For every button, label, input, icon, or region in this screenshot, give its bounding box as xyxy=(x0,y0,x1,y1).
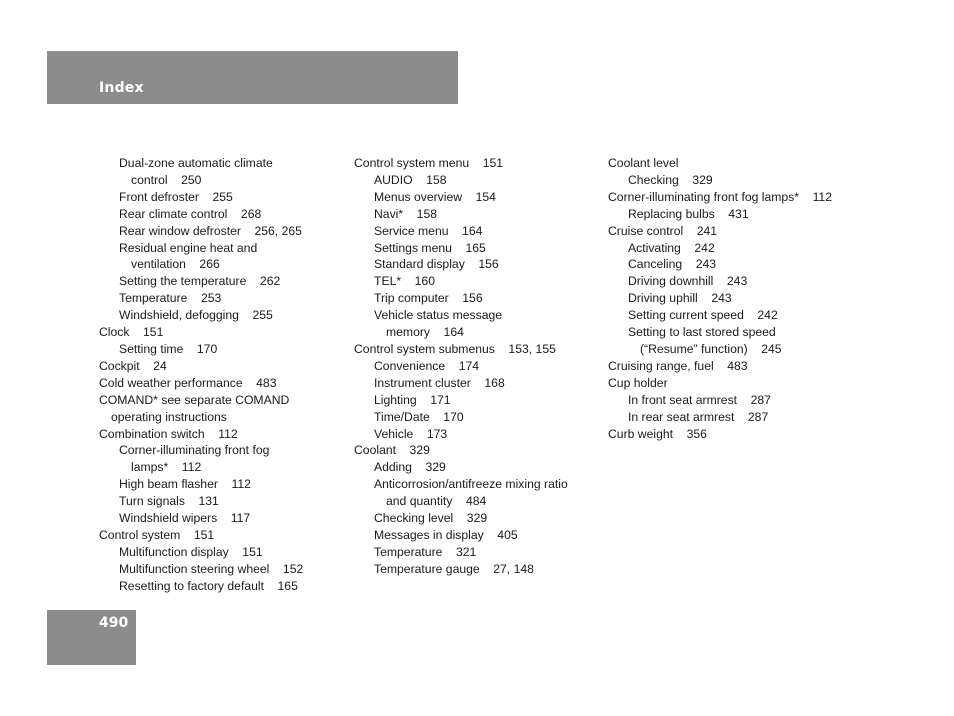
index-entry: COMAND* see separate COMAND xyxy=(99,392,290,407)
index-entry: Combination switch 112 xyxy=(99,426,238,441)
index-entry: Control system submenus 153, 155 xyxy=(354,341,556,356)
index-subentry: Anticorrosion/antifreeze mixing ratio xyxy=(374,477,568,492)
index-entry: Coolant 329 xyxy=(354,443,430,458)
index-entry: Cruise control 241 xyxy=(608,223,718,238)
index-subentry: Checking 329 xyxy=(628,172,713,187)
index-entry: Corner-illuminating front fog lamps* 112 xyxy=(608,189,832,204)
index-subentry: Trip computer 156 xyxy=(374,291,483,306)
index-subentry: Convenience 174 xyxy=(374,358,480,373)
index-entry: Clock 151 xyxy=(99,325,164,340)
page-title: Index xyxy=(99,80,144,96)
index-subentry: (“Resume” function) 245 xyxy=(640,341,782,356)
index-column-2 xyxy=(354,155,599,578)
index-subentry: Multifunction steering wheel 152 xyxy=(119,561,304,576)
index-entry: operating instructions xyxy=(111,409,227,424)
index-column-1 xyxy=(99,155,344,595)
index-subentry: Service menu 164 xyxy=(374,223,483,238)
index-subentry: Dual-zone automatic climate xyxy=(119,156,273,170)
index-subentry: Setting the temperature 262 xyxy=(119,274,281,289)
index-subentry: Temperature 321 xyxy=(374,544,477,559)
index-subentry: Settings menu 165 xyxy=(374,240,486,255)
index-entry: Coolant level xyxy=(608,156,679,170)
index-subentry: Resetting to factory default 165 xyxy=(119,578,298,593)
index-subentry: Temperature 253 xyxy=(119,291,222,306)
index-subentry: Driving uphill 243 xyxy=(628,291,732,306)
index-subentry: Setting to last stored speed xyxy=(628,325,776,340)
index-subentry: ventilation 266 xyxy=(131,257,220,272)
index-subentry: Messages in display 405 xyxy=(374,527,518,542)
index-entry: Control system menu 151 xyxy=(354,156,504,170)
header-band xyxy=(47,51,458,104)
index-subentry: TEL* 160 xyxy=(374,274,435,289)
index-subentry: Rear climate control 268 xyxy=(119,206,262,221)
index-subentry: memory 164 xyxy=(386,325,464,340)
index-subentry: In rear seat armrest 287 xyxy=(628,409,769,424)
index-subentry: Residual engine heat and xyxy=(119,240,258,255)
index-subentry: Vehicle 173 xyxy=(374,426,448,441)
index-entry: Curb weight 356 xyxy=(608,426,707,441)
index-subentry: Vehicle status message xyxy=(374,308,503,323)
index-subentry: control 250 xyxy=(131,172,202,187)
index-subentry: Instrument cluster 168 xyxy=(374,375,505,390)
index-subentry: Windshield wipers 117 xyxy=(119,511,251,526)
index-entry: Cup holder xyxy=(608,375,668,390)
index-subentry: Activating 242 xyxy=(628,240,715,255)
index-subentry: and quantity 484 xyxy=(386,494,487,509)
index-subentry: AUDIO 158 xyxy=(374,172,447,187)
index-subentry: Menus overview 154 xyxy=(374,189,496,204)
index-subentry: Time/Date 170 xyxy=(374,409,464,424)
index-subentry: Windshield, defogging 255 xyxy=(119,308,273,323)
index-subentry: Lighting 171 xyxy=(374,392,451,407)
index-subentry: Navi* 158 xyxy=(374,206,438,221)
index-subentry: Driving downhill 243 xyxy=(628,274,748,289)
index-subentry: Canceling 243 xyxy=(628,257,717,272)
index-entry: Cockpit 24 xyxy=(99,358,167,373)
index-subentry: Checking level 329 xyxy=(374,511,488,526)
index-subentry: Turn signals 131 xyxy=(119,494,219,509)
index-subentry: Setting current speed 242 xyxy=(628,308,778,323)
index-subentry: Standard display 156 xyxy=(374,257,499,272)
index-subentry: Temperature gauge 27, 148 xyxy=(374,561,534,576)
index-subentry: lamps* 112 xyxy=(131,460,202,475)
index-subentry: Replacing bulbs 431 xyxy=(628,206,749,221)
index-subentry: Rear window defroster 256, 265 xyxy=(119,223,302,238)
index-entry: Control system 151 xyxy=(99,527,215,542)
page-number: 490 xyxy=(99,615,129,631)
index-subentry: Adding 329 xyxy=(374,460,446,475)
index-column-3 xyxy=(608,155,868,442)
index-subentry: Setting time 170 xyxy=(119,341,218,356)
index-subentry: Front defroster 255 xyxy=(119,189,233,204)
index-subentry: High beam flasher 112 xyxy=(119,477,251,492)
index-entry: Cruising range, fuel 483 xyxy=(608,358,748,373)
index-subentry: In front seat armrest 287 xyxy=(628,392,771,407)
index-entry: Cold weather performance 483 xyxy=(99,375,277,390)
index-subentry: Corner-illuminating front fog xyxy=(119,443,270,458)
index-subentry: Multifunction display 151 xyxy=(119,544,263,559)
